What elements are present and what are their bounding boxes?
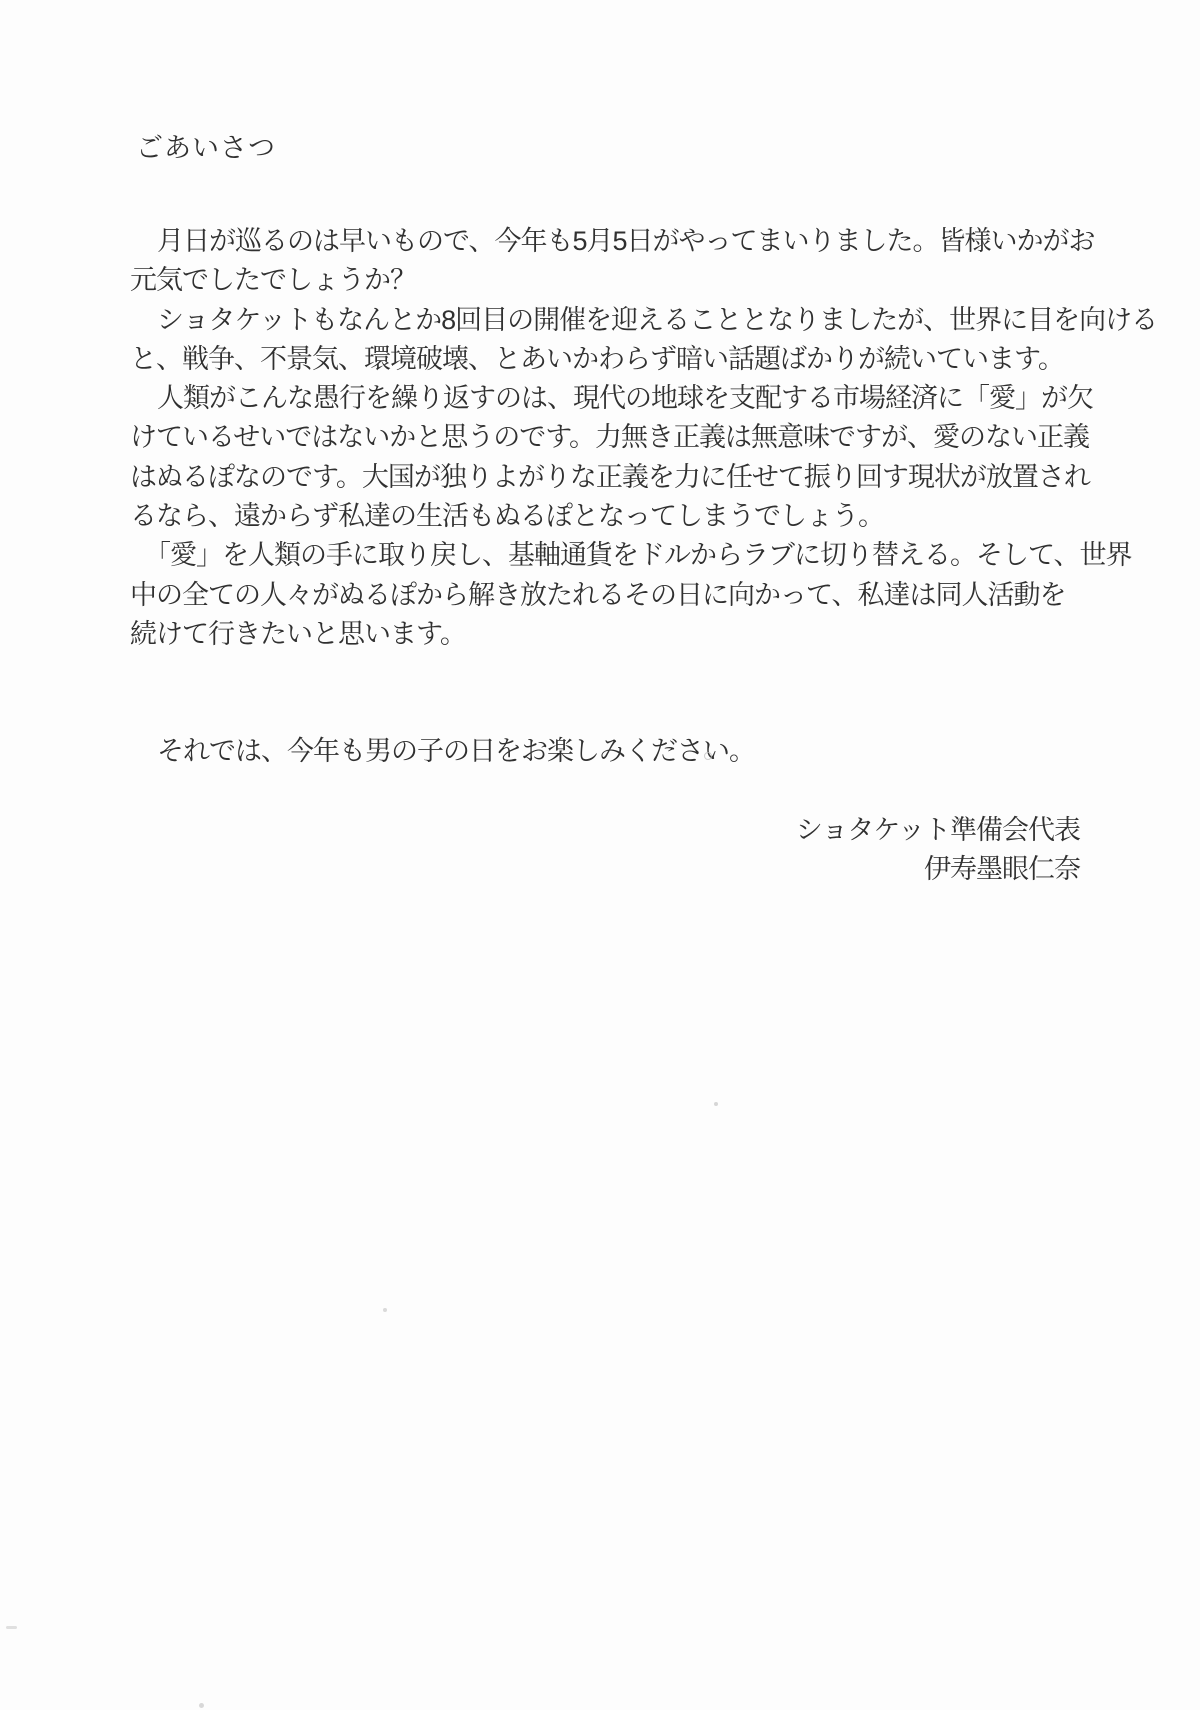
closing-line: それでは、今年も男の子の日をお楽しみください。 [157,736,755,767]
paragraph-2-line-1: ショタケットもなんとか8回目の開催を迎えることとなりましたが、世界に目を向ける [157,304,1158,335]
page-title: ごあいさつ [136,133,276,163]
paragraph-3-line-1: 人類がこんな愚行を繰り返すのは、現代の地球を支配する市場経済に「愛」が欠 [157,383,1093,414]
scan-artifact [383,1308,387,1312]
scan-artifact [6,1626,17,1629]
paragraph-3-line-4: るなら、遠からず私達の生活もぬるぽとなってしまうでしょう。 [130,501,884,532]
signature-name: 伊寿墨眼仁奈 [924,853,1080,884]
paragraph-4-line-1: 「愛」を人類の手に取り戻し、基軸通貨をドルからラブに切り替える。そして、世界 [144,540,1132,571]
blank-lines [130,654,1080,732]
paragraph-1-line-2: 元気でしたでしょうか？ [130,265,416,296]
signature-organization: ショタケット準備会代表 [795,814,1080,845]
paragraph-4-line-2: 中の全ての人々がぬるぽから解き放たれるその日に向かって、私達は同人活動を [130,579,1066,610]
letter-body [130,222,1158,889]
blank-line [130,772,1080,811]
paragraph-2-line-2: と、戦争、不景気、環境破壊、とあいかわらず暗い話題ばかりが続いています。 [130,343,1064,374]
paragraph-4-line-3: 続けて行きたいと思います。 [130,618,466,649]
scan-artifact [714,1102,718,1106]
paragraph-3-line-3: はぬるぽなのです。大国が独りよがりな正義を力に任せて振り回す現状が放置され [130,461,1090,492]
paragraph-3-line-2: けているせいではないかと思うのです。力無き正義は無意味ですが、愛のない正義 [130,422,1090,453]
paragraph-1-line-1: 月日が巡るのは早いもので、今年も5月5日がやってまいりました。皆様いかがお [157,226,1095,256]
scan-artifact [199,1703,204,1708]
